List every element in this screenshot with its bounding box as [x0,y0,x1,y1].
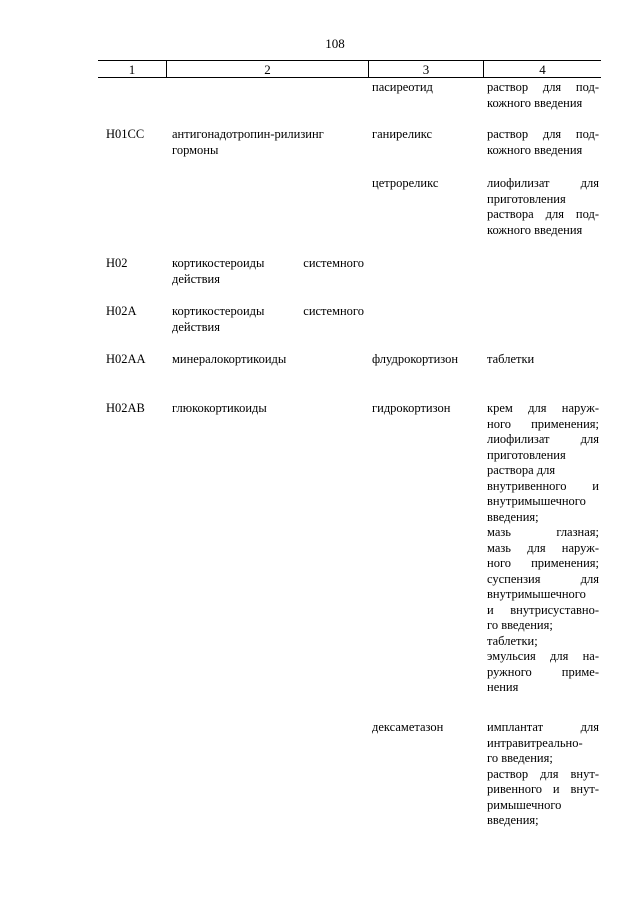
dosage-form-line: мазь глазная; [487,525,599,539]
table-header [98,60,601,78]
dosage-form-line: раствора для [487,463,556,477]
table-row [98,352,601,368]
drug-name: ганиреликс [372,127,433,141]
atc-code: H02AA [106,352,146,366]
anatomical-therapeutic-group [166,352,368,368]
drug-name: флудрокортизон [372,352,459,366]
drug-name: гидрокортизон [372,401,451,415]
group-line: глюкокортикоиды [172,401,267,415]
dosage-form-line: внутримышечного [487,494,586,508]
group-line: антигонадотропин-рилизинг [172,127,324,141]
dosage-form-line: приготовления [487,191,566,206]
dosage-form [483,720,601,829]
dosage-form [483,176,601,238]
dosage-form-line: римышечного [487,797,562,812]
atc-code: H02A [106,304,137,318]
dosage-form-line: крем для наруж- [487,401,599,415]
group-line: минералокортикоиды [172,352,287,366]
group-line: кортикостероиды системного [172,304,364,318]
page-number: 108 [325,36,345,51]
drug-name: пасиреотид [372,80,433,94]
dosage-form-line: ного применения; [487,556,599,570]
dosage-form [483,304,601,335]
dosage-form [483,401,601,696]
dosage-form-line: лиофилизат для [487,432,599,446]
atc-code: H02AB [106,401,145,415]
drug-name [368,256,483,287]
atc-code [98,176,166,238]
dosage-form-line: кожного введения [487,95,583,110]
dosage-form-line: и внутрисуставно- [487,602,599,617]
group-line: действия [172,271,220,286]
dosage-form-line: кожного введения [487,222,583,237]
group-line: действия [172,319,220,334]
atc-code [98,720,166,829]
atc-code: H02 [106,256,128,270]
table-row [98,176,601,238]
dosage-form-line: внутримышечного [487,587,586,601]
dosage-form-line: мазь для наруж- [487,540,599,555]
dosage-form-line: таблетки [487,352,535,366]
drug-name: дексаметазон [372,720,444,734]
dosage-form-line: го введения; [487,751,553,765]
dosage-form-line: раствор для под- [487,80,599,94]
anatomical-therapeutic-group [166,304,368,335]
atc-code: H01CC [106,127,145,141]
anatomical-therapeutic-group [166,720,368,829]
dosage-form-line: ривенного и внут- [487,782,599,796]
table-row [98,304,601,335]
dosage-form-line: имплантат для [487,720,599,734]
dosage-form-line: введения; [487,509,539,524]
anatomical-therapeutic-group [166,80,368,111]
header-col-1: 1 [128,62,136,77]
dosage-form [483,80,601,111]
dosage-form-line: го введения; [487,618,553,632]
dosage-form [483,256,601,287]
anatomical-therapeutic-group [166,176,368,238]
dosage-form-line: раствор для под- [487,127,599,141]
dosage-form-line: интравитреально- [487,735,583,750]
table-row [98,401,601,696]
table-row [98,127,601,158]
dosage-form-line: приготовления [487,447,566,462]
dosage-form-line: таблетки; [487,633,538,648]
dosage-form-line: лиофилизат для [487,176,599,190]
dosage-form-line: эмульсия для на- [487,649,599,663]
header-col-4: 4 [483,61,601,77]
dosage-form-line: введения; [487,813,539,827]
dosage-form-line: кожного введения [487,142,583,157]
medication-table [98,60,601,827]
dosage-form-line: внутривенного и [487,478,599,493]
group-line: гормоны [172,142,219,157]
anatomical-therapeutic-group [166,127,368,158]
dosage-form [483,352,601,368]
group-line: кортикостероиды системного [172,256,364,270]
dosage-form-line: ного применения; [487,416,599,431]
dosage-form-line: ружного приме- [487,664,599,679]
anatomical-therapeutic-group [166,256,368,287]
header-col-2: 2 [166,61,368,77]
drug-name [368,304,483,335]
dosage-form-line: суспензия для [487,571,599,586]
drug-name: цетрореликс [372,176,439,190]
dosage-form-line: нения [487,680,519,694]
dosage-form [483,127,601,158]
table-row [98,720,601,829]
atc-code [98,80,166,111]
header-col-3: 3 [368,61,483,77]
dosage-form-line: раствора для под- [487,207,599,221]
dosage-form-line: раствор для внут- [487,766,599,781]
table-row [98,80,601,111]
anatomical-therapeutic-group [166,401,368,696]
table-row [98,256,601,287]
